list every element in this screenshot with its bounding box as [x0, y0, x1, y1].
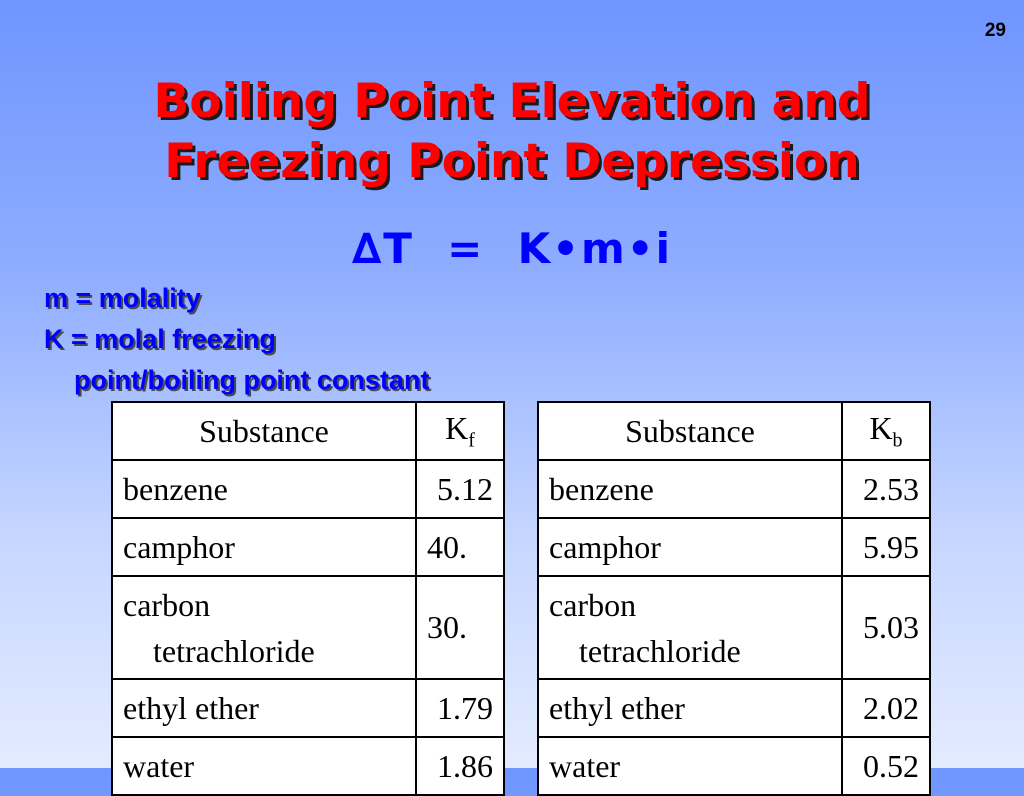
header-substance: Substance — [112, 402, 416, 460]
substance-cell — [538, 576, 842, 679]
header-k: K — [869, 409, 893, 446]
substance-line-2: tetrachloride — [579, 632, 741, 669]
value-cell: 1.86 — [416, 737, 504, 795]
table-row — [538, 576, 930, 679]
header-kf — [416, 402, 504, 460]
substance-line-1: carbon — [123, 586, 211, 623]
header-k-subscript: f — [468, 429, 475, 452]
definition-constant-continued: point/boiling point constant — [74, 365, 430, 395]
definition-molality: m = molality — [44, 283, 201, 313]
substance-line-2: tetrachloride — [153, 632, 315, 669]
substance-cell: water — [112, 737, 416, 795]
substance-line-1: carbon — [549, 586, 637, 623]
substance-cell: benzene — [112, 460, 416, 518]
formula: ∆T = K•m•i — [352, 224, 672, 273]
table-row — [538, 518, 930, 576]
table-header-row — [538, 402, 930, 460]
slide-number: 29 — [984, 20, 1006, 41]
value-cell: 5.03 — [842, 576, 930, 679]
definition-constant: K = molal freezing — [44, 324, 276, 354]
header-kb — [842, 402, 930, 460]
table-row — [112, 576, 504, 679]
substance-cell: water — [538, 737, 842, 795]
value-cell: 2.53 — [842, 460, 930, 518]
value-cell: 5.12 — [416, 460, 504, 518]
header-k-subscript: b — [892, 429, 903, 452]
table-row — [112, 518, 504, 576]
substance-cell: benzene — [538, 460, 842, 518]
value-cell: 5.95 — [842, 518, 930, 576]
value-cell: 1.79 — [416, 679, 504, 737]
value-cell: 0.52 — [842, 737, 930, 795]
substance-cell: ethyl ether — [538, 679, 842, 737]
substance-cell: camphor — [538, 518, 842, 576]
header-substance: Substance — [538, 402, 842, 460]
value-cell: 2.02 — [842, 679, 930, 737]
title-line-2: Freezing Point Depression — [164, 134, 860, 189]
substance-cell: ethyl ether — [112, 679, 416, 737]
header-k: K — [445, 409, 469, 446]
table-row — [538, 737, 930, 795]
slide-title — [0, 72, 1024, 192]
table-row — [112, 737, 504, 795]
substance-cell: camphor — [112, 518, 416, 576]
table-header-row — [112, 402, 504, 460]
table-row — [538, 460, 930, 518]
substance-cell — [112, 576, 416, 679]
table-row — [112, 460, 504, 518]
freezing-constant-table — [111, 401, 505, 796]
definitions — [44, 278, 429, 401]
table-row — [538, 679, 930, 737]
value-cell: 40. — [416, 518, 504, 576]
title-line-1: Boiling Point Elevation and — [153, 74, 871, 129]
table-row — [112, 679, 504, 737]
value-cell: 30. — [416, 576, 504, 679]
boiling-constant-table — [537, 401, 931, 796]
